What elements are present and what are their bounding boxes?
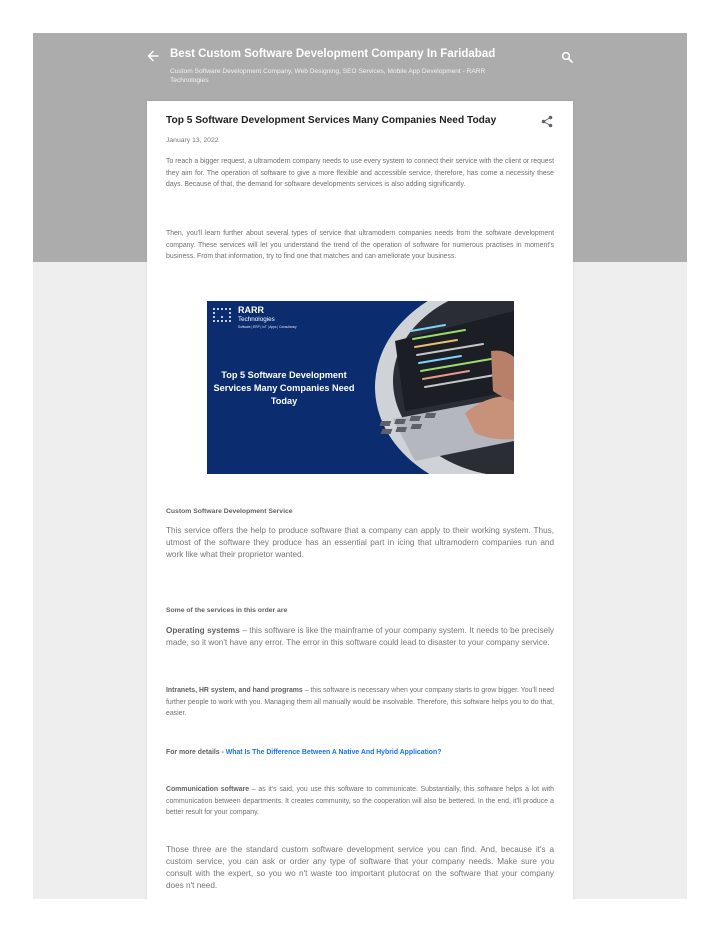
more-details-paragraph bbox=[166, 747, 554, 759]
image-headline: Top 5 Software Development Services Many Companies Need Today bbox=[213, 370, 355, 406]
section-heading-custom-software: Custom Software Development Service bbox=[166, 508, 293, 515]
blog-title[interactable]: Best Custom Software Development Company In Faridabad bbox=[170, 48, 496, 60]
communication-label: Communication software bbox=[166, 786, 250, 793]
operating-systems-label: Operating systems bbox=[166, 626, 240, 635]
intro-paragraph-1: To reach a bigger request, a ultramodern company needs to use every system to connect their service with the client or request they aim for. The operation of software to give a more flexible and accessible service, therefore, has come a necessity these days. Because of that, the demand for software developments services is also adding significantly. bbox=[166, 158, 554, 189]
post-date: January 13, 2022 bbox=[166, 137, 219, 144]
post-card bbox=[147, 101, 573, 899]
page-frame bbox=[33, 33, 687, 899]
hybrid-application-link[interactable]: What Is The Difference Between A Native And Hybrid Application? bbox=[225, 749, 442, 756]
blog-description: Custom Software Development Company, Web Designing, SEO Services, Mobile App Development - RARR Technologies bbox=[170, 68, 486, 84]
intranets-text: – this software is necessary when your company starts to grow bigger. You'll need further people to work with you. Managing them all manually would be insolvable. Therefore, this software helps you to do that, easier. bbox=[166, 687, 554, 718]
search-icon[interactable] bbox=[561, 51, 573, 63]
logo-dots-icon bbox=[212, 307, 232, 325]
logo-name: RARR bbox=[238, 305, 264, 315]
more-details-label: For more details - bbox=[166, 749, 226, 756]
post-title: Top 5 Software Development Services Many Companies Need Today bbox=[166, 115, 497, 126]
closing-paragraph: Those three are the standard custom software development service you can find. And, because it's a custom service, you can ask or order any type of software that your company needs. Make sure you consult with the expert, so you wo n't waste too important plutocrat on the software that your company does n't need. bbox=[166, 845, 554, 890]
intranets-label: Intranets, HR system, and hand programs bbox=[166, 687, 303, 694]
laptop-photo-image bbox=[365, 301, 514, 474]
operating-systems-text: – this software is like the mainframe of your company system. It needs to be precisely made, so it won't have any error. The error in this software could lead to disaster to your company service. bbox=[166, 626, 554, 647]
section-heading-services: Some of the services in this order are bbox=[166, 607, 288, 614]
communication-text: – as it's said, you use this software to communicate. Substantially, this software helps a lot with communication between departments. It creates community, so the cooperation will also be bettered. In the end, it'll produce a better result for your company. bbox=[166, 786, 554, 817]
intranets-paragraph bbox=[166, 685, 554, 720]
post-featured-image bbox=[207, 301, 514, 474]
logo-subtitle: Technologies bbox=[238, 316, 275, 323]
arrow-back-icon[interactable] bbox=[146, 49, 160, 63]
intro-paragraph-2: Then, you'll learn further about several types of service that ultramodern companies needs from the software development company. These services will let you understand the trend of the operation of software for numerous practises in moment's business. From that information, try to find one that matches and can ameliorate your business. bbox=[166, 230, 554, 261]
logo-tagline: Software | ERP | IoT | Apps | Consultancy bbox=[238, 325, 297, 329]
share-icon[interactable] bbox=[541, 115, 553, 128]
operating-systems-paragraph bbox=[166, 625, 554, 649]
communication-paragraph bbox=[166, 784, 554, 819]
custom-software-paragraph: This service offers the help to produce software that a company can apply to their working system. Thus, utmost of the software they produce has an essential part in icing that ultramodern companies run and work like what their proprietor wanted. bbox=[166, 526, 554, 559]
